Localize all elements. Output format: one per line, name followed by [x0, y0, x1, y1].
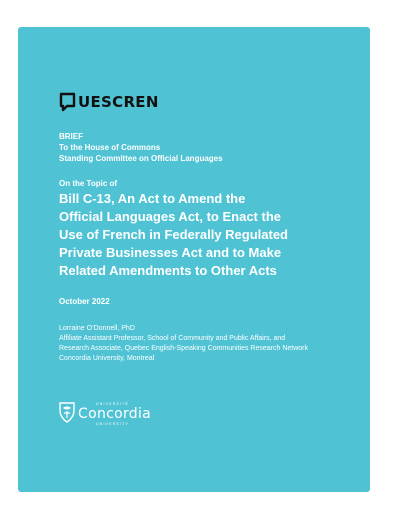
author-name: Lorraine O’Donnell, PhD — [59, 325, 135, 332]
brief-label: BRIEF — [59, 132, 83, 141]
concordia-name: Concordia — [78, 406, 152, 422]
concordia-crest-icon — [59, 401, 75, 428]
concordia-bottom-label: UNIVERSITY — [96, 422, 130, 426]
brief-recipient: To the House of Commons — [59, 143, 161, 152]
topic-label: On the Topic of — [59, 179, 118, 188]
title-line: Bill C-13, An Act to Amend the — [59, 191, 246, 206]
quescren-logo — [59, 91, 159, 113]
publication-date: October 2022 — [59, 297, 110, 306]
author-block — [59, 324, 308, 364]
concordia-wordmark — [78, 402, 151, 427]
logo-text: UESCREN — [78, 93, 159, 111]
title-line: Use of French in Federally Regulated — [59, 227, 288, 242]
title-line: Official Languages Act, to Enact the — [59, 209, 281, 224]
title-line: Private Businesses Act and to Make — [59, 245, 282, 260]
title-line: Related Amendments to Other Acts — [59, 263, 277, 278]
document-title — [59, 190, 359, 280]
brief-committee: Standing Committee on Official Languages — [59, 154, 223, 163]
concordia-logo — [59, 401, 151, 428]
brief-header — [59, 131, 223, 164]
author-affiliation-2: Research Associate, Quebec English-Speaking Communities Research Network — [59, 345, 309, 352]
author-affiliation-1: Affiliate Assistant Professor, School of Community and Public Affairs, and — [59, 335, 286, 342]
brief-cover — [18, 27, 370, 492]
author-affiliation-3: Concordia University, Montreal — [59, 355, 155, 362]
concordia-top-label: UNIVERSITÉ — [96, 402, 130, 406]
speech-bubble-q-icon — [59, 92, 76, 112]
